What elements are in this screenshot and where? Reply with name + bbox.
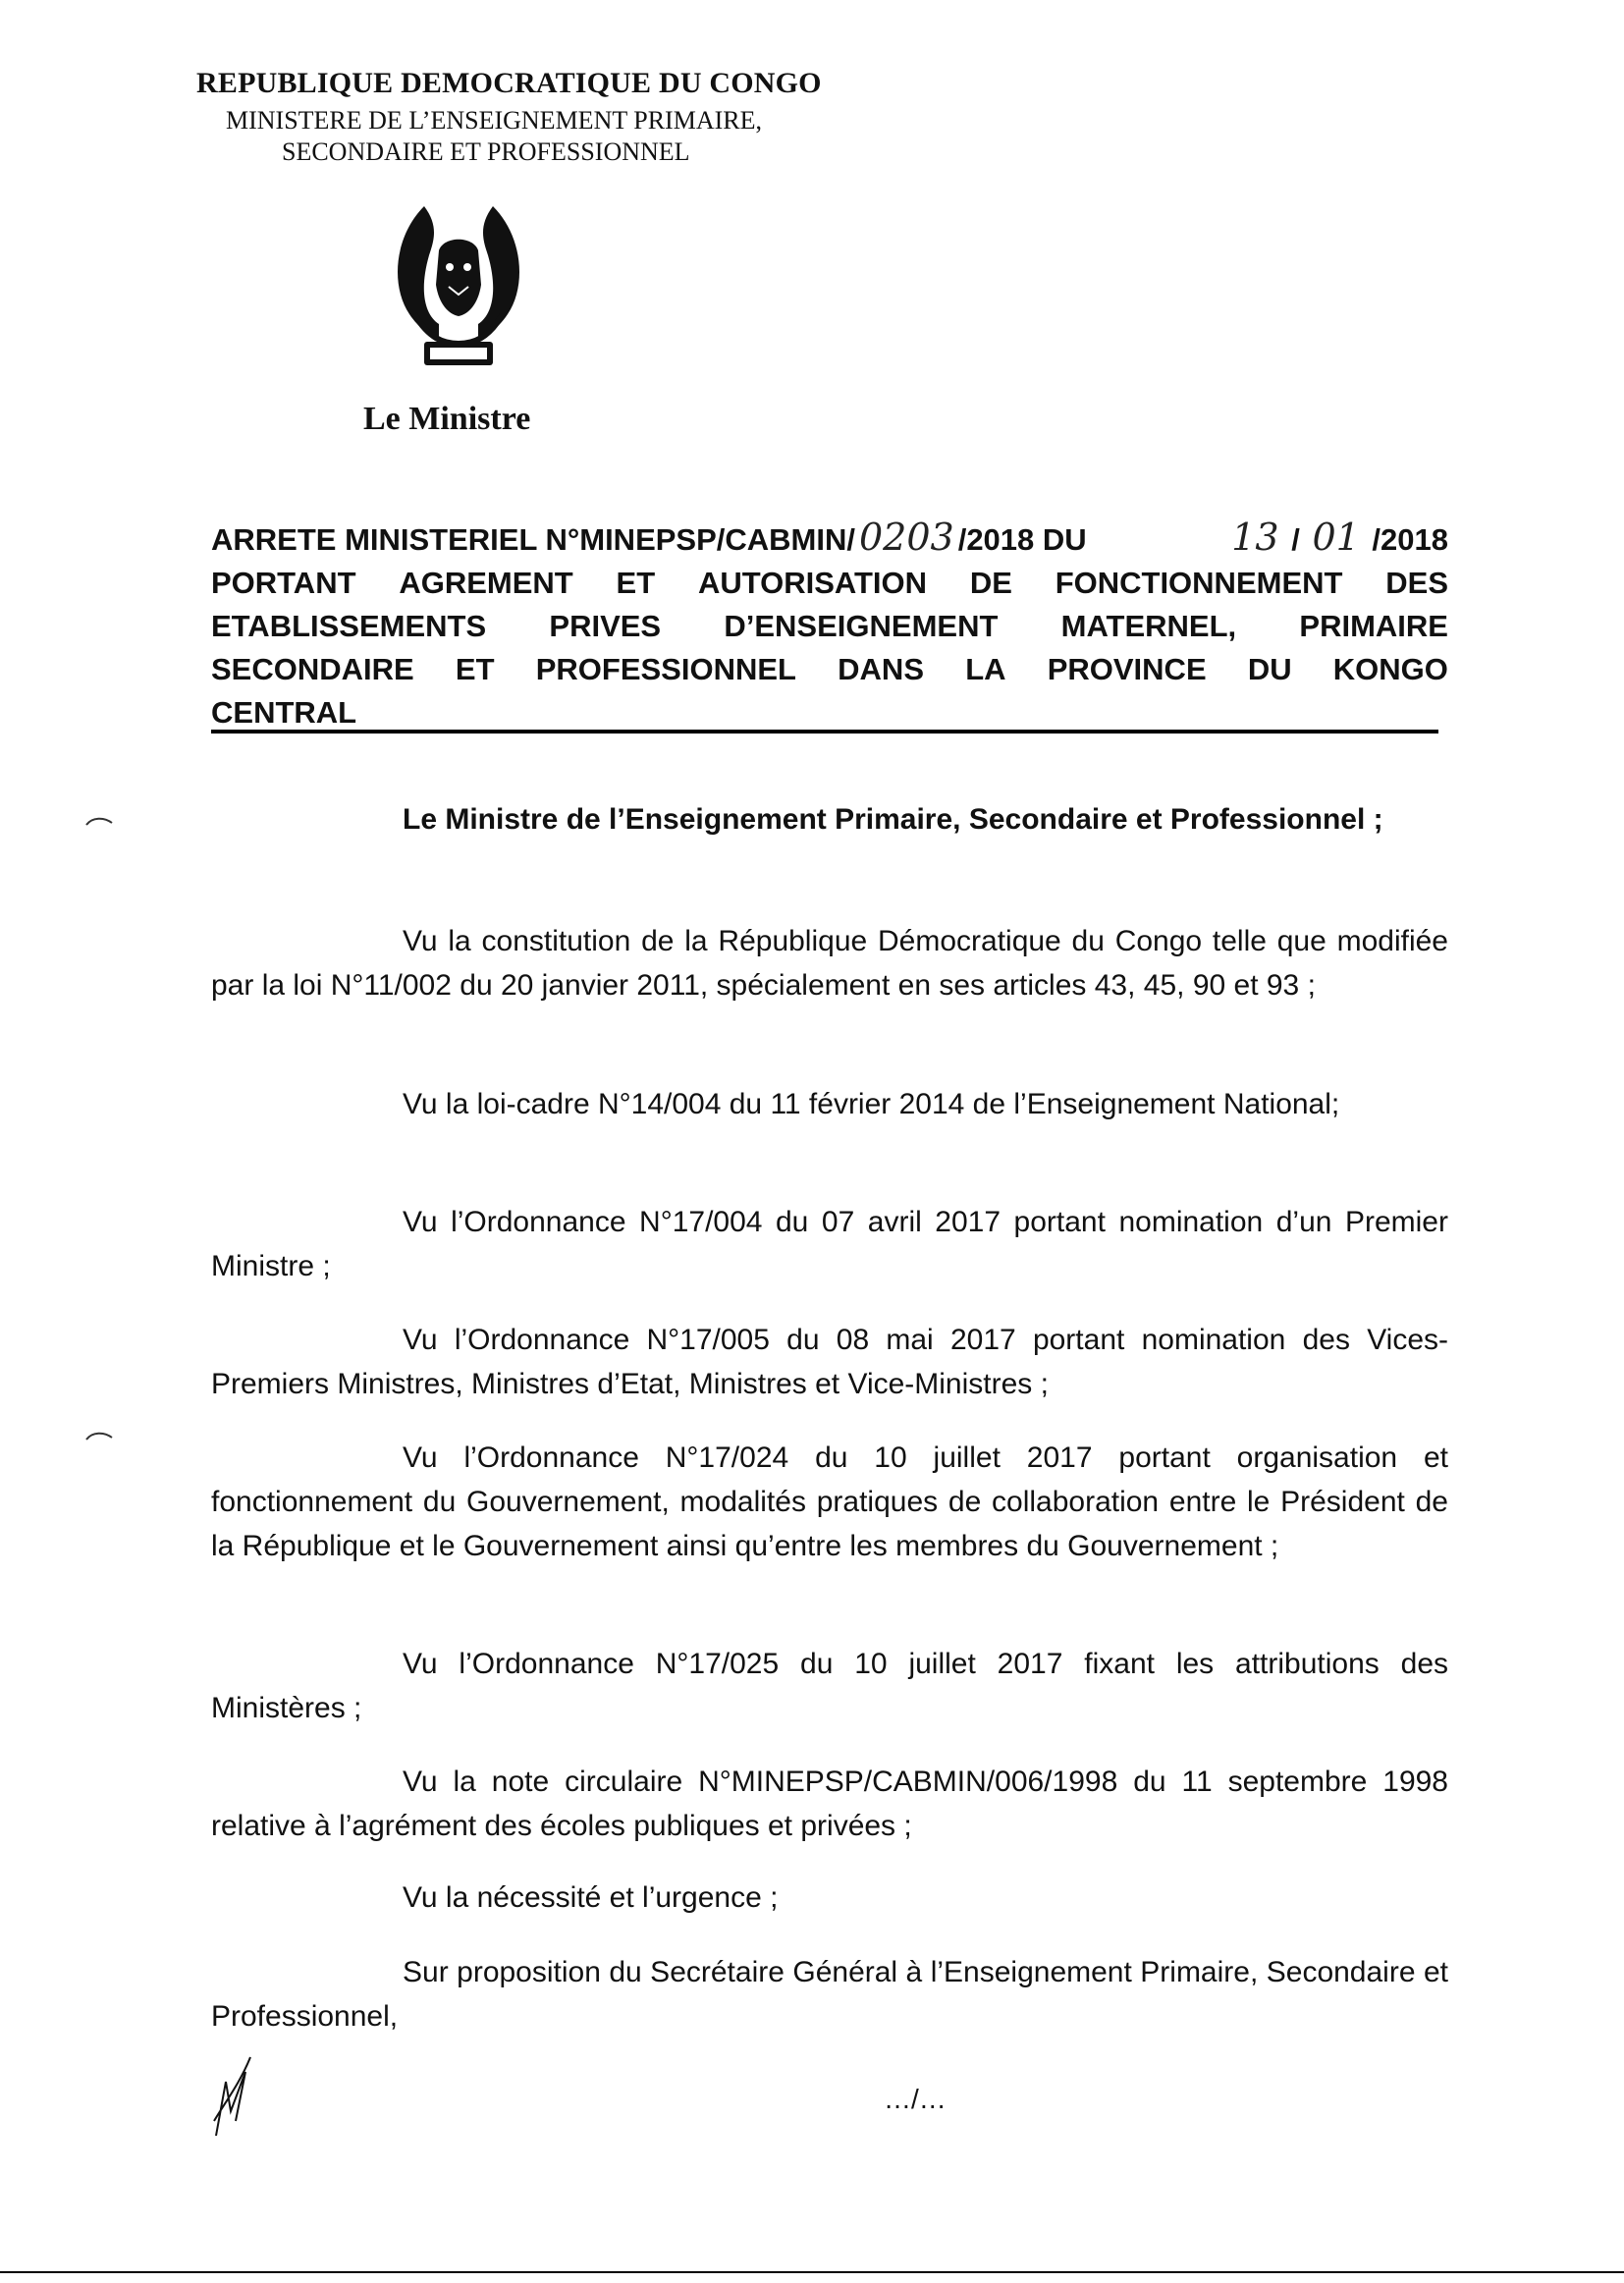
considerant-text: Vu l’Ordonnance N°17/004 du 07 avril 2017 portant nomination d’un Premier Ministre ; xyxy=(211,1206,1448,1282)
title-word: PROVINCE xyxy=(1047,652,1207,686)
title-word: KONGO xyxy=(1332,652,1448,686)
title-word: PRIVES xyxy=(549,609,662,643)
margin-tick-icon xyxy=(84,1430,114,1441)
title-word: AGREMENT xyxy=(399,566,573,600)
considerant-text: Vu l’Ordonnance N°17/024 du 10 juillet 2017 portant organisation et fonctionnement du Gouvernement, modalités pratiques de collaboration entre le Président de la République et le Gouvernement ainsi qu’entre les membres du Gouvernement ; xyxy=(211,1441,1448,1562)
margin-tick-icon xyxy=(84,815,114,827)
title-word: DU xyxy=(1247,652,1292,686)
title-line-4: CENTRAL xyxy=(211,695,357,730)
considerant-text: Vu la nécessité et l’urgence ; xyxy=(403,1881,779,1914)
title-word: DE xyxy=(969,566,1012,600)
title-word: AUTORISATION xyxy=(697,566,928,600)
title-line-3 xyxy=(211,648,1448,691)
title-word: LA xyxy=(965,652,1006,686)
title-word: SECONDAIRE xyxy=(211,652,414,686)
title-word: ET xyxy=(455,652,495,686)
considerant-text: Vu la note circulaire N°MINEPSP/CABMIN/006/1998 du 11 septembre 1998 relative à l’agrément des écoles publiques et privées ; xyxy=(211,1766,1448,1842)
considerant-7 xyxy=(211,1760,1448,1848)
date-separator: / xyxy=(1291,522,1300,557)
title-word: PORTANT xyxy=(211,566,356,600)
intro-text: Le Ministre de l’Enseignement Primaire, Secondaire et Professionnel ; xyxy=(403,803,1383,836)
considerant-4 xyxy=(211,1318,1448,1406)
considerant-2 xyxy=(211,1082,1448,1126)
title-word: ET xyxy=(616,566,656,600)
title-word: DES xyxy=(1385,566,1448,600)
title-underline xyxy=(211,730,1438,734)
handwritten-day: 13 xyxy=(1231,516,1279,559)
considerant-6 xyxy=(211,1642,1448,1730)
considerant-9 xyxy=(211,1950,1448,2038)
intro-paragraph xyxy=(211,797,1448,842)
considerant-5 xyxy=(211,1436,1448,1568)
title-line-2 xyxy=(211,605,1448,648)
considerant-3 xyxy=(211,1200,1448,1288)
title-word: D’ENSEIGNEMENT xyxy=(724,609,999,643)
title-word: FONCTIONNEMENT xyxy=(1055,566,1343,600)
arrete-prefix: ARRETE MINISTERIEL N°MINEPSP/CABMIN/ xyxy=(211,522,855,557)
considerant-text: Sur proposition du Secrétaire Général à l’Enseignement Primaire, Secondaire et Professionnel, xyxy=(211,1956,1448,2033)
country-header: REPUBLIQUE DEMOCRATIQUE DU CONGO xyxy=(196,67,822,99)
continuation-mark: …/… xyxy=(884,2084,947,2114)
considerant-text: Vu l’Ordonnance N°17/005 du 08 mai 2017 portant nomination des Vices-Premiers Ministres, Ministres d’Etat, Ministres et Vice-Ministres ; xyxy=(211,1324,1448,1400)
title-word: ETABLISSEMENTS xyxy=(211,609,487,643)
considerant-text: Vu la loi-cadre N°14/004 du 11 février 2014 de l’Enseignement National; xyxy=(403,1088,1340,1120)
title-line-1 xyxy=(211,562,1448,605)
page-bottom-rule xyxy=(0,2271,1624,2273)
initials-signature-icon xyxy=(206,2042,275,2141)
arrete-year-suffix: /2018 xyxy=(1372,522,1448,557)
arrete-title xyxy=(211,516,1448,734)
title-word: PROFESSIONNEL xyxy=(535,652,796,686)
title-word: PRIMAIRE xyxy=(1299,609,1448,643)
title-word: DANS xyxy=(838,652,924,686)
signatory-title: Le Ministre xyxy=(363,401,531,437)
considerant-text: Vu l’Ordonnance N°17/025 du 10 juillet 2017 fixant les attributions des Ministères ; xyxy=(211,1648,1448,1724)
ministry-line-1: MINISTERE DE L’ENSEIGNEMENT PRIMAIRE, xyxy=(226,106,762,135)
title-word: MATERNEL, xyxy=(1060,609,1237,643)
arrete-year-sep: /2018 DU xyxy=(957,522,1087,557)
handwritten-month: 01 xyxy=(1312,516,1360,559)
considerant-1 xyxy=(211,919,1448,1007)
ministry-line-2: SECONDAIRE ET PROFESSIONNEL xyxy=(282,137,690,166)
leopard-head-emblem-icon xyxy=(385,196,532,373)
considerant-8 xyxy=(211,1875,1448,1920)
considerant-text: Vu la constitution de la République Démocratique du Congo telle que modifiée par la loi N°11/002 du 20 janvier 2011, spécialement en ses articles 43, 45, 90 et 93 ; xyxy=(211,925,1448,1002)
handwritten-number: 0203 xyxy=(858,516,954,559)
arrete-number-line xyxy=(211,516,1448,562)
